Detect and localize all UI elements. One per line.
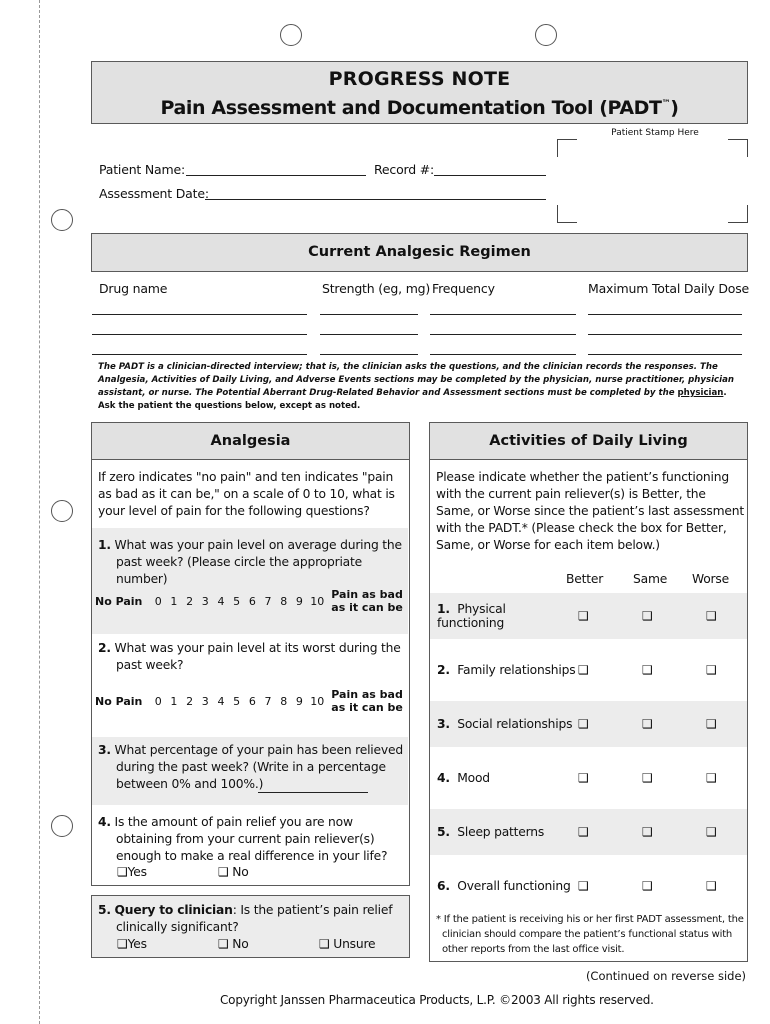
pain-score-option[interactable]: 10 (310, 594, 325, 608)
pain-score-option[interactable]: 3 (201, 694, 209, 708)
question-3: 3. What percentage of your pain has been relieved during the past week? (Write in a percentage between 0% and 100%.) (92, 737, 408, 805)
checkbox-better[interactable]: ❑ (578, 663, 589, 677)
regimen-field-max-dose[interactable] (588, 314, 742, 315)
instructions-paragraph: The PADT is a clinician-directed interview; that is, the clinician asks the questions, and the clinician records the responses. The Analgesia, Activities of Daily Living, and Adverse Events sections may be completed by the physician, nurse practitioner, physician assistant, or nurse. The Potential Aberrant Drug-Related Behavior and Assessment sections must be completed by the physician. Ask the patient the questions below, except as noted. (98, 362, 735, 411)
record-number-label: Record #: (374, 162, 435, 177)
scale-numbers (150, 595, 327, 608)
checkbox-icon: ❑ (117, 937, 128, 951)
checkbox-better[interactable]: ❑ (578, 825, 589, 839)
pain-score-option[interactable]: 5 (233, 694, 241, 708)
query-to-clinician-panel: 5. Query to clinician: Is the patient’s pain relief clinically significant? ❑Yes ❑ No ❑ Unsure (91, 895, 410, 958)
punch-hole (51, 209, 73, 231)
pain-scale-average: No Pain 0 1 2 3 4 5 6 7 8 9 10 Pain as bad as it can be (95, 588, 403, 614)
checkbox-icon: ❑ (319, 937, 330, 951)
adl-row: 5. Sleep patterns ❑ ❑ ❑ (430, 809, 747, 855)
question-4: 4. Is the amount of pain relief you are now obtaining from your current pain reliever(s) enough to make a real difference in your life? ❑Yes ❑ No (98, 815, 388, 879)
scale-numbers (150, 695, 327, 708)
checkbox-worse[interactable]: ❑ (706, 717, 717, 731)
checkbox-better[interactable]: ❑ (578, 879, 589, 893)
pain-score-option[interactable]: 6 (248, 594, 256, 608)
adl-item-label: Overall functioning (457, 879, 571, 893)
pain-scale-worst: No Pain 0 1 2 3 4 5 6 7 8 9 10 Pain as bad as it can be (95, 688, 403, 714)
q5-no-checkbox[interactable]: ❑ No (218, 937, 249, 951)
adl-row: 3. Social relationships ❑ ❑ ❑ (430, 701, 747, 747)
adl-header: Activities of Daily Living (430, 423, 747, 460)
pain-score-option[interactable]: 2 (186, 594, 194, 608)
adl-item-label: Social relationships (457, 717, 573, 731)
col-worse: Worse (692, 572, 729, 586)
adl-panel (429, 422, 748, 962)
pain-score-option[interactable]: 7 (264, 694, 272, 708)
question-2: 2. What was your pain level at its worst during the past week? No Pain 0 1 2 3 4 5 6 7 8 9 10 Pain as bad as it can be (95, 641, 403, 714)
pain-score-option[interactable]: 6 (248, 694, 256, 708)
adl-item-label: Sleep patterns (457, 825, 545, 839)
checkbox-same[interactable]: ❑ (642, 609, 653, 623)
patient-stamp-area[interactable] (558, 141, 746, 223)
q5-yes-checkbox[interactable]: ❑Yes (117, 937, 147, 951)
checkbox-icon: ❑ (117, 865, 128, 879)
punch-hole (535, 24, 557, 46)
checkbox-same[interactable]: ❑ (642, 771, 653, 785)
form-title: PROGRESS NOTE (328, 68, 511, 90)
regimen-field-frequency[interactable] (430, 334, 576, 335)
regimen-field-drug[interactable] (92, 314, 307, 315)
checkbox-same[interactable]: ❑ (642, 879, 653, 893)
checkbox-worse[interactable]: ❑ (706, 771, 717, 785)
analgesia-panel (91, 422, 410, 886)
adl-item-label: Family relationships (457, 663, 576, 677)
adl-row: 6. Overall functioning ❑ ❑ ❑ (437, 879, 717, 893)
pain-score-option[interactable]: 1 (170, 594, 178, 608)
record-number-field[interactable] (434, 175, 546, 176)
checkbox-same[interactable]: ❑ (642, 663, 653, 677)
checkbox-worse[interactable]: ❑ (706, 825, 717, 839)
pain-score-option[interactable]: 0 (154, 594, 162, 608)
adl-row: 4. Mood ❑ ❑ ❑ (437, 771, 717, 785)
regimen-field-max-dose[interactable] (588, 334, 742, 335)
analgesia-intro: If zero indicates "no pain" and ten indicates "pain as bad as it can be," on a scale of 0 to 10, what is your level of pain for the following questions? (98, 470, 395, 518)
percent-relief-field[interactable] (258, 792, 368, 793)
pain-score-option[interactable]: 10 (310, 694, 325, 708)
pain-score-option[interactable]: 8 (280, 594, 288, 608)
regimen-field-strength[interactable] (320, 354, 418, 355)
checkbox-worse[interactable]: ❑ (706, 663, 717, 677)
pain-score-option[interactable]: 4 (217, 594, 225, 608)
regimen-field-strength[interactable] (320, 314, 418, 315)
col-same: Same (633, 572, 668, 586)
adl-row: 1. Physical functioning ❑ ❑ ❑ (430, 593, 747, 639)
pain-score-option[interactable]: 8 (280, 694, 288, 708)
adl-row: 2. Family relationships ❑ ❑ ❑ (437, 663, 717, 677)
checkbox-icon: ❑ (218, 865, 229, 879)
checkbox-better[interactable]: ❑ (578, 771, 589, 785)
physician-emphasis: physician (677, 388, 724, 398)
col-drug-name: Drug name (99, 281, 168, 296)
adl-footnote: * If the patient is receiving his or her first PADT assessment, the clinician should compare the patient’s functional status with other reports from the last office visit. (436, 914, 744, 955)
assessment-date-label: Assessment Date: (99, 186, 209, 201)
regimen-section-header: Current Analgesic Regimen (91, 233, 748, 272)
punch-hole (51, 500, 73, 522)
pain-score-option[interactable]: 7 (264, 594, 272, 608)
checkbox-same[interactable]: ❑ (642, 717, 653, 731)
adl-item-label: Mood (457, 771, 490, 785)
trademark-mark: ™ (661, 99, 671, 109)
pain-score-option[interactable]: 4 (217, 694, 225, 708)
regimen-field-max-dose[interactable] (588, 354, 742, 355)
adl-item-label: Physical functioning (437, 602, 506, 630)
checkbox-icon: ❑ (218, 937, 229, 951)
pain-score-option[interactable]: 1 (170, 694, 178, 708)
patient-stamp-label: Patient Stamp Here (611, 128, 699, 138)
punch-hole (280, 24, 302, 46)
form-subtitle: Pain Assessment and Documentation Tool (PADT™) (160, 97, 679, 119)
patient-name-label: Patient Name: (99, 162, 185, 177)
pain-score-option[interactable]: 0 (154, 694, 162, 708)
regimen-field-drug[interactable] (92, 354, 307, 355)
checkbox-worse[interactable]: ❑ (706, 609, 717, 623)
checkbox-same[interactable]: ❑ (642, 825, 653, 839)
punch-hole (51, 815, 73, 837)
pain-score-option[interactable]: 9 (295, 594, 303, 608)
checkbox-worse[interactable]: ❑ (706, 879, 717, 893)
assessment-date-field[interactable] (205, 199, 546, 200)
q4-yes-checkbox[interactable]: ❑Yes (117, 865, 147, 879)
q5-unsure-checkbox[interactable]: ❑ Unsure (319, 937, 376, 951)
col-frequency: Frequency (432, 281, 495, 296)
title-banner (91, 61, 748, 124)
col-max-daily-dose: Maximum Total Daily Dose (588, 281, 750, 296)
pain-score-option[interactable]: 3 (201, 594, 209, 608)
pain-score-option[interactable]: 9 (295, 694, 303, 708)
col-strength: Strength (eg, mg) (322, 281, 431, 296)
continued-note: (Continued on reverse side) (585, 969, 746, 983)
q4-no-checkbox[interactable]: ❑ No (218, 865, 249, 879)
pain-score-option[interactable]: 2 (186, 694, 194, 708)
col-better: Better (566, 572, 604, 586)
patient-name-field[interactable] (186, 175, 366, 176)
regimen-field-strength[interactable] (320, 334, 418, 335)
regimen-field-drug[interactable] (92, 334, 307, 335)
analgesia-header: Analgesia (92, 423, 409, 460)
regimen-field-frequency[interactable] (430, 314, 576, 315)
perforation-line (39, 0, 40, 1024)
copyright: Copyright Janssen Pharmaceutica Products, L.P. ©2003 All rights reserved. (220, 993, 654, 1007)
checkbox-better[interactable]: ❑ (578, 717, 589, 731)
adl-intro: Please indicate whether the patient’s functioning with the current pain reliever(s) is Better, the Same, or Worse since the patient’s last assessment with the PADT.* (Please check the box for Better, Same, or Worse for each item below.) (436, 470, 744, 552)
question-1: 1. What was your pain level on average during the past week? (Please circle the appropriate number) No Pain 0 1 2 3 4 5 6 7 8 9 10 Pain as bad as it can be (92, 528, 408, 634)
pain-score-option[interactable]: 5 (233, 594, 241, 608)
checkbox-better[interactable]: ❑ (578, 609, 589, 623)
regimen-field-frequency[interactable] (430, 354, 576, 355)
